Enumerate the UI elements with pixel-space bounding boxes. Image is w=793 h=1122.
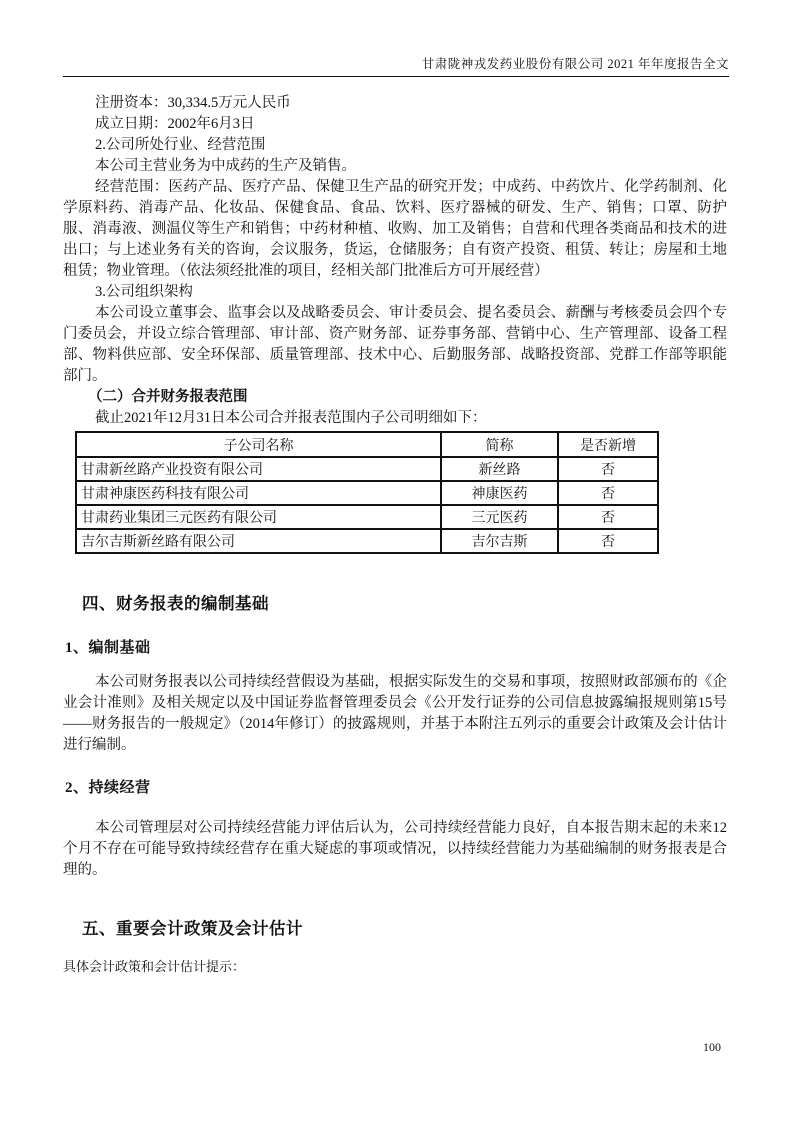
table-cell-short: 新丝路 (441, 457, 558, 481)
item3-heading: 3.公司组织架构 (95, 284, 193, 300)
table-cell-new: 否 (558, 505, 658, 529)
section4-heading: 四、财务报表的编制基础 (82, 594, 269, 613)
main-business-line: 本公司主营业务为中成药的生产及销售。 (95, 158, 356, 174)
table-cell-new: 否 (558, 457, 658, 481)
table-row (76, 529, 658, 553)
preparation-basis-paragraph: 本公司财务报表以公司持续经营假设为基础，根据实际发生的交易和事项，按照财政部颁布的《企业会计准则》及相关规定以及中国证券监督管理委员会《公开发行证券的公司信息披露编报规则第15号——财务报告的一般规定》（2014年修订）的披露规则，并基于本附注五列示的重要会计政策及会计估计进行编制。 (63, 674, 727, 753)
page-header (63, 0, 729, 77)
subsidiaries-table (75, 431, 659, 554)
table-header-short-name: 简称 (441, 432, 558, 457)
page-number: 100 (703, 1040, 721, 1054)
table-cell-new: 否 (558, 481, 658, 505)
table-cell-short: 三元医药 (441, 505, 558, 529)
table-cell-short: 吉尔吉斯 (441, 529, 558, 553)
section4-sub2-heading: 2、持续经营 (65, 780, 151, 796)
established-date-line: 成立日期：2002年6月3日 (95, 116, 255, 132)
table-cell-name: 甘肃神康医药科技有限公司 (76, 481, 441, 505)
business-scope-paragraph: 经营范围：医药产品、医疗产品、保健卫生产品的研究开发；中成药、中药饮片、化学药制剂、化学原料药、消毒产品、化妆品、保健食品、食品、饮料、医疗器械的研发、生产、销售；口罩、防护服、消毒液、测温仪等生产和销售；中药材种植、收购、加工及销售；自营和代理各类商品和技术的进出口；与上述业务有关的咨询，会议服务，货运，仓储服务；自有资产投资、租赁、转让；房屋和土地租赁；物业管理。（依法须经批准的项目，经相关部门批准后方可开展经营） (63, 179, 727, 279)
table-row (76, 457, 658, 481)
table-cell-name: 吉尔吉斯新丝路有限公司 (76, 529, 441, 553)
org-structure-paragraph: 本公司设立董事会、监事会以及战略委员会、审计委员会、提名委员会、薪酬与考核委员会四个专门委员会，并设立综合管理部、审计部、资产财务部、证券事务部、营销中心、生产管理部、设备工程部、物料供应部、安全环保部、质量管理部、技术中心、后勤服务部、战略投资部、党群工作部等职能部门。 (63, 305, 727, 384)
section4-sub1-heading: 1、编制基础 (65, 640, 151, 656)
going-concern-paragraph: 本公司管理层对公司持续经营能力评估后认为，公司持续经营能力良好，自本报告期末起的未来12个月不存在可能导致持续经营存在重大疑虑的事项或情况，以持续经营能力为基础编制的财务报表是合理的。 (63, 820, 727, 878)
section5-heading: 五、重要会计政策及会计估计 (82, 919, 303, 938)
table-cell-name: 甘肃药业集团三元医药有限公司 (76, 505, 441, 529)
report-title: 甘肃陇神戎发药业股份有限公司 2021 年年度报告全文 (421, 57, 729, 71)
table-cell-short: 神康医药 (441, 481, 558, 505)
table-cell-new: 否 (558, 529, 658, 553)
page-body (63, 93, 727, 976)
item2-heading: 2.公司所处行业、经营范围 (95, 137, 266, 153)
registered-capital-line: 注册资本：30,334.5万元人民币 (95, 95, 291, 111)
table-header-row (76, 432, 658, 457)
consolidation-intro-line: 截止2021年12月31日本公司合并报表范围内子公司明细如下： (95, 410, 487, 426)
table-row (76, 505, 658, 529)
consolidation-scope-heading: （二）合并财务报表范围 (88, 389, 248, 405)
table-row (76, 481, 658, 505)
table-cell-name: 甘肃新丝路产业投资有限公司 (76, 457, 441, 481)
table-header-is-new: 是否新增 (558, 432, 658, 457)
table-header-subsidiary-name: 子公司名称 (76, 432, 441, 457)
accounting-policy-note: 具体会计政策和会计估计提示： (63, 959, 246, 974)
